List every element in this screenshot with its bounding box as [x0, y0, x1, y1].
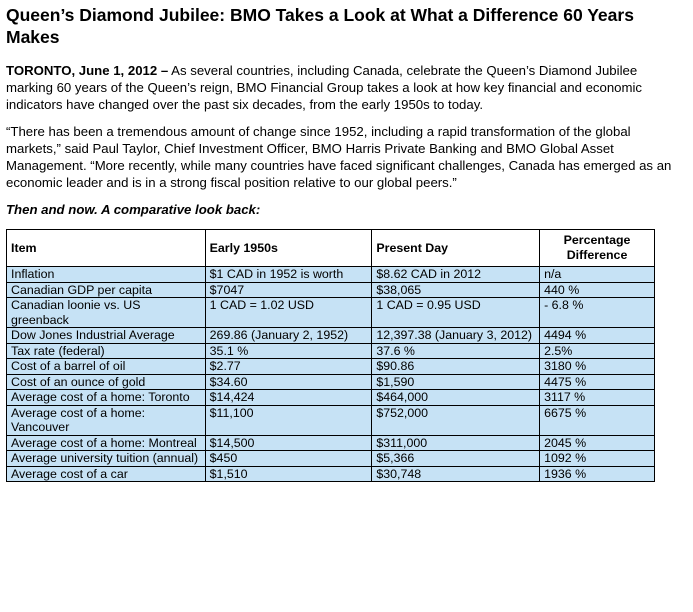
table-row — [7, 343, 655, 359]
table-body — [7, 267, 655, 482]
lead-text: As several countries, including Canada, celebrate the Queen’s Diamond Jubilee marking 60 years of the Queen’s reign, BMO Financial Group takes a look at how key financial and economic indicators have changed over the past six decades, from the early 1950s to today. — [6, 63, 643, 112]
table-row — [7, 359, 655, 375]
quote-paragraph: “There has been a tremendous amount of change since 1952, including a rapid transformation of the global markets,” said Paul Taylor, Chief Investment Officer, BMO Harris Private Banking and BMO Global Asset Management. “More recently, while many countries have faced significant challenges, Canada has emerged as an economic leader and is in a strong fiscal position relative to our global peers.” — [6, 124, 672, 190]
cell-percentage-difference: 3180 % — [540, 359, 655, 375]
cell-item: Dow Jones Industrial Average — [7, 328, 206, 344]
cell-present-day: $1,590 — [372, 374, 540, 390]
cell-percentage-difference: 1936 % — [540, 466, 655, 482]
comparison-table — [6, 229, 655, 482]
table-row — [7, 282, 655, 298]
cell-percentage-difference: n/a — [540, 267, 655, 283]
cell-item: Average cost of a home: Toronto — [7, 390, 206, 406]
table-row — [7, 451, 655, 467]
table-row — [7, 374, 655, 390]
column-header-percentage-difference: Percentage Difference — [540, 230, 655, 267]
cell-early-1950s: $14,500 — [205, 435, 372, 451]
cell-present-day: 1 CAD = 0.95 USD — [372, 298, 540, 328]
cell-present-day: $8.62 CAD in 2012 — [372, 267, 540, 283]
cell-early-1950s: $14,424 — [205, 390, 372, 406]
cell-early-1950s: $11,100 — [205, 405, 372, 435]
cell-percentage-difference: 2.5% — [540, 343, 655, 359]
cell-item: Cost of a barrel of oil — [7, 359, 206, 375]
cell-early-1950s: 269.86 (January 2, 1952) — [205, 328, 372, 344]
table-row — [7, 390, 655, 406]
cell-item: Tax rate (federal) — [7, 343, 206, 359]
cell-percentage-difference: - 6.8 % — [540, 298, 655, 328]
cell-early-1950s: $2.77 — [205, 359, 372, 375]
table-row — [7, 405, 655, 435]
cell-present-day: $38,065 — [372, 282, 540, 298]
cell-item: Cost of an ounce of gold — [7, 374, 206, 390]
cell-percentage-difference: 4494 % — [540, 328, 655, 344]
cell-item: Average cost of a home: Montreal — [7, 435, 206, 451]
dateline: TORONTO, June 1, 2012 – — [6, 63, 169, 78]
lead-paragraph — [6, 62, 687, 113]
cell-present-day: $464,000 — [372, 390, 540, 406]
table-row — [7, 435, 655, 451]
table-row — [7, 298, 655, 328]
headline: Queen’s Diamond Jubilee: BMO Takes a Look at What a Difference 60 Years Makes — [6, 5, 634, 47]
table-subhead: Then and now. A comparative look back: — [6, 202, 261, 217]
column-header-early-1950s: Early 1950s — [205, 230, 372, 267]
cell-early-1950s: $1,510 — [205, 466, 372, 482]
cell-item: Average university tuition (annual) — [7, 451, 206, 467]
table-row — [7, 328, 655, 344]
table-row — [7, 267, 655, 283]
table-header-row — [7, 230, 655, 267]
cell-early-1950s: $450 — [205, 451, 372, 467]
cell-early-1950s: $1 CAD in 1952 is worth — [205, 267, 372, 283]
cell-percentage-difference: 4475 % — [540, 374, 655, 390]
cell-present-day: $311,000 — [372, 435, 540, 451]
table-row — [7, 466, 655, 482]
cell-early-1950s: $34.60 — [205, 374, 372, 390]
cell-percentage-difference: 3117 % — [540, 390, 655, 406]
cell-item: Canadian GDP per capita — [7, 282, 206, 298]
cell-percentage-difference: 2045 % — [540, 435, 655, 451]
cell-early-1950s: 35.1 % — [205, 343, 372, 359]
cell-early-1950s: $7047 — [205, 282, 372, 298]
cell-item: Canadian loonie vs. US greenback — [7, 298, 206, 328]
cell-percentage-difference: 6675 % — [540, 405, 655, 435]
cell-present-day: $5,366 — [372, 451, 540, 467]
cell-percentage-difference: 440 % — [540, 282, 655, 298]
cell-present-day: $30,748 — [372, 466, 540, 482]
column-header-present-day: Present Day — [372, 230, 540, 267]
cell-early-1950s: 1 CAD = 1.02 USD — [205, 298, 372, 328]
cell-present-day: $90.86 — [372, 359, 540, 375]
cell-item: Average cost of a home: Vancouver — [7, 405, 206, 435]
cell-present-day: 37.6 % — [372, 343, 540, 359]
cell-present-day: $752,000 — [372, 405, 540, 435]
column-header-item: Item — [7, 230, 206, 267]
cell-percentage-difference: 1092 % — [540, 451, 655, 467]
cell-item: Average cost of a car — [7, 466, 206, 482]
cell-present-day: 12,397.38 (January 3, 2012) — [372, 328, 540, 344]
cell-item: Inflation — [7, 267, 206, 283]
